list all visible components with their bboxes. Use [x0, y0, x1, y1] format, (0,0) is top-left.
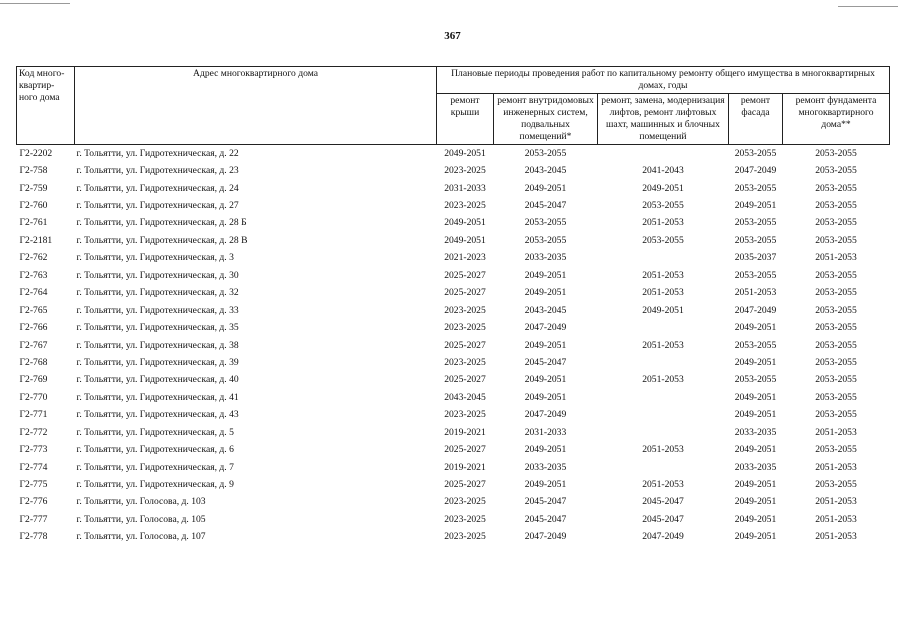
- cell-foundation: 2051-2053: [815, 496, 857, 508]
- cell-roof: 2025-2027: [444, 339, 486, 351]
- cell-address: г. Тольятти, ул. Гидротехническая, д. 5: [76, 426, 234, 438]
- cell-systems: 2053-2055: [524, 234, 567, 246]
- cell-code: Г2-765: [19, 304, 48, 316]
- cell-code: Г2-767: [19, 339, 48, 351]
- table-row: [17, 424, 890, 441]
- cell-code: Г2-758: [19, 165, 48, 177]
- cell-lifts: 2047-2049: [642, 531, 684, 543]
- cell-systems: 2049-2051: [524, 339, 567, 351]
- cell-systems: 2049-2051: [524, 182, 567, 194]
- cell-roof: 2023-2025: [444, 165, 486, 177]
- table-row: [17, 511, 890, 528]
- cell-foundation: 2053-2055: [815, 479, 857, 491]
- cell-systems: 2045-2047: [524, 496, 567, 508]
- cell-facade: 2047-2049: [734, 165, 777, 177]
- cell-address: г. Тольятти, ул. Гидротехническая, д. 22: [75, 145, 437, 163]
- cell-code: Г2-771: [19, 409, 48, 421]
- cell-facade: 2049-2051: [734, 531, 777, 543]
- cell-lifts: 2049-2051: [642, 182, 684, 194]
- page-number: 367: [444, 30, 461, 42]
- cell-foundation: 2053-2055: [783, 145, 890, 163]
- cell-address: г. Тольятти, ул. Гидротехническая, д. 3: [76, 252, 234, 264]
- cell-address: г. Тольятти, ул. Гидротехническая, д. 6: [76, 444, 234, 456]
- scan-edge-line: [838, 6, 898, 7]
- cell-code: Г2-768: [19, 356, 48, 368]
- cell-address: г. Тольятти, ул. Гидротехническая, д. 28 В: [76, 234, 248, 246]
- cell-address: г. Тольятти, ул. Голосова, д. 107: [76, 531, 206, 543]
- cell-code: Г2-2181: [19, 234, 53, 246]
- cell-foundation: 2051-2053: [815, 426, 857, 438]
- cell-facade: 2049-2051: [734, 391, 777, 403]
- header-systems: ремонт внутридомовых инженерных систем, подвальных помещений*: [494, 94, 598, 145]
- cell-code: Г2-761: [19, 217, 48, 229]
- cell-code: Г2-777: [19, 513, 48, 525]
- cell-address: г. Тольятти, ул. Гидротехническая, д. 24: [76, 182, 239, 194]
- cell-address: г. Тольятти, ул. Гидротехническая, д. 40: [76, 374, 239, 386]
- cell-code: Г2-764: [19, 287, 48, 299]
- cell-code: Г2-762: [19, 252, 48, 264]
- cell-lifts: [598, 407, 729, 424]
- header-roof: ремонт крыши: [437, 94, 494, 145]
- table-row: [17, 215, 890, 232]
- cell-facade: 2049-2051: [734, 513, 777, 525]
- cell-code: Г2-775: [19, 479, 48, 491]
- scan-edge-line: [0, 3, 70, 4]
- cell-facade: 2053-2055: [734, 234, 777, 246]
- table-row: [17, 389, 890, 406]
- cell-lifts: [598, 424, 729, 441]
- cell-code: Г2-763: [19, 269, 48, 281]
- cell-systems: 2053-2055: [524, 217, 567, 229]
- cell-foundation: 2051-2053: [815, 461, 857, 473]
- cell-facade: 2049-2051: [734, 479, 777, 491]
- cell-lifts: 2051-2053: [642, 287, 684, 299]
- cell-foundation: 2053-2055: [815, 322, 857, 334]
- cell-lifts: [598, 459, 729, 476]
- cell-lifts: 2045-2047: [642, 496, 684, 508]
- cell-address: г. Тольятти, ул. Гидротехническая, д. 43: [76, 409, 239, 421]
- cell-systems: 2031-2033: [524, 426, 567, 438]
- cell-foundation: 2051-2053: [815, 531, 857, 543]
- cell-lifts: 2053-2055: [642, 200, 684, 212]
- cell-foundation: 2053-2055: [815, 304, 857, 316]
- cell-lifts: 2051-2053: [642, 479, 684, 491]
- table-row: [17, 494, 890, 511]
- cell-foundation: 2053-2055: [815, 374, 857, 386]
- cell-address: г. Тольятти, ул. Гидротехническая, д. 7: [76, 461, 234, 473]
- cell-roof: 2043-2045: [444, 391, 486, 403]
- cell-lifts: [598, 145, 729, 163]
- cell-foundation: 2053-2055: [815, 444, 857, 456]
- header-code: Код много-квартир-ного дома: [17, 67, 75, 145]
- cell-facade: 2049-2051: [734, 200, 777, 212]
- repair-schedule-table: [16, 66, 890, 546]
- cell-foundation: 2053-2055: [815, 234, 857, 246]
- cell-systems: 2043-2045: [524, 304, 567, 316]
- cell-systems: 2047-2049: [524, 409, 567, 421]
- cell-address: г. Тольятти, ул. Гидротехническая, д. 41: [76, 391, 239, 403]
- table-row: [17, 180, 890, 197]
- cell-foundation: 2053-2055: [815, 165, 857, 177]
- table-row: [17, 337, 890, 354]
- header-periods: Плановые периоды проведения работ по капитальному ремонту общего имущества в многоквартирных домах, годы: [437, 67, 890, 94]
- cell-address: г. Тольятти, ул. Гидротехническая, д. 38: [76, 339, 239, 351]
- cell-roof: 2025-2027: [444, 444, 486, 456]
- cell-roof: 2021-2023: [444, 252, 486, 264]
- cell-lifts: 2051-2053: [642, 444, 684, 456]
- cell-roof: 2023-2025: [444, 409, 486, 421]
- cell-facade: 2033-2035: [734, 426, 777, 438]
- cell-facade: 2047-2049: [734, 304, 777, 316]
- cell-lifts: 2051-2053: [642, 269, 684, 281]
- cell-systems: 2049-2051: [524, 374, 567, 386]
- cell-systems: 2043-2045: [524, 165, 567, 177]
- table-row: [17, 162, 890, 179]
- cell-roof: 2025-2027: [444, 287, 486, 299]
- table-row: [17, 441, 890, 458]
- table-row: [17, 407, 890, 424]
- cell-facade: 2049-2051: [734, 444, 777, 456]
- cell-facade: 2033-2035: [734, 461, 777, 473]
- cell-lifts: 2051-2053: [642, 374, 684, 386]
- table-row: [17, 285, 890, 302]
- table-row: [17, 145, 890, 163]
- cell-foundation: 2051-2053: [815, 252, 857, 264]
- cell-foundation: 2053-2055: [815, 269, 857, 281]
- cell-facade: 2053-2055: [734, 217, 777, 229]
- cell-roof: 2049-2051: [444, 217, 486, 229]
- cell-foundation: 2051-2053: [815, 513, 857, 525]
- header-address: Адрес многоквартирного дома: [75, 67, 437, 145]
- cell-systems: 2045-2047: [524, 200, 567, 212]
- table-row: [17, 529, 890, 546]
- table-row: [17, 197, 890, 214]
- cell-foundation: 2053-2055: [815, 200, 857, 212]
- cell-address: г. Тольятти, ул. Гидротехническая, д. 30: [76, 269, 239, 281]
- cell-code: Г2-769: [19, 374, 48, 386]
- cell-code: Г2-776: [19, 496, 48, 508]
- cell-roof: 2025-2027: [444, 374, 486, 386]
- header-foundation: ремонт фундамента многоквартирного дома**: [783, 94, 890, 145]
- cell-address: г. Тольятти, ул. Гидротехническая, д. 28 Б: [76, 217, 247, 229]
- cell-systems: 2049-2051: [524, 391, 567, 403]
- cell-foundation: 2053-2055: [815, 287, 857, 299]
- table-row: [17, 476, 890, 493]
- cell-lifts: 2049-2051: [642, 304, 684, 316]
- cell-facade: 2049-2051: [734, 322, 777, 334]
- table-row: [17, 354, 890, 371]
- cell-address: г. Тольятти, ул. Голосова, д. 103: [76, 496, 206, 508]
- cell-facade: 2053-2055: [734, 339, 777, 351]
- cell-systems: 2049-2051: [524, 479, 567, 491]
- cell-systems: 2049-2051: [524, 269, 567, 281]
- cell-foundation: 2053-2055: [815, 409, 857, 421]
- table-row: [17, 459, 890, 476]
- cell-lifts: 2041-2043: [642, 165, 684, 177]
- cell-facade: 2053-2055: [734, 374, 777, 386]
- cell-roof: 2025-2027: [444, 479, 486, 491]
- cell-code: Г2-773: [19, 444, 48, 456]
- cell-code: Г2-774: [19, 461, 48, 473]
- table-row: [17, 250, 890, 267]
- cell-systems: 2033-2035: [524, 461, 567, 473]
- cell-foundation: 2053-2055: [815, 217, 857, 229]
- cell-facade: 2051-2053: [734, 287, 777, 299]
- cell-facade: 2049-2051: [734, 496, 777, 508]
- cell-systems: 2033-2035: [524, 252, 567, 264]
- table-row: [17, 372, 890, 389]
- cell-roof: 2049-2051: [444, 234, 486, 246]
- cell-foundation: 2053-2055: [815, 339, 857, 351]
- cell-address: г. Тольятти, ул. Гидротехническая, д. 33: [76, 304, 239, 316]
- cell-roof: 2023-2025: [444, 200, 486, 212]
- cell-roof: 2023-2025: [444, 531, 486, 543]
- cell-code: Г2-760: [19, 200, 48, 212]
- cell-code: Г2-2202: [17, 145, 75, 163]
- cell-roof: 2031-2033: [444, 182, 486, 194]
- table-body: [17, 145, 890, 547]
- cell-systems: 2047-2049: [524, 322, 567, 334]
- table-row: [17, 267, 890, 284]
- cell-systems: 2049-2051: [524, 444, 567, 456]
- cell-lifts: 2045-2047: [642, 513, 684, 525]
- cell-roof: 2023-2025: [444, 304, 486, 316]
- cell-address: г. Тольятти, ул. Гидротехническая, д. 32: [76, 287, 239, 299]
- cell-lifts: 2051-2053: [642, 217, 684, 229]
- cell-systems: 2049-2051: [524, 287, 567, 299]
- cell-facade: 2053-2055: [734, 269, 777, 281]
- cell-address: г. Тольятти, ул. Гидротехническая, д. 9: [76, 479, 234, 491]
- cell-code: Г2-772: [19, 426, 48, 438]
- cell-systems: 2053-2055: [494, 145, 598, 163]
- cell-facade: 2035-2037: [734, 252, 777, 264]
- cell-facade: 2053-2055: [734, 182, 777, 194]
- cell-roof: 2019-2021: [444, 426, 486, 438]
- cell-foundation: 2053-2055: [815, 391, 857, 403]
- table-row: [17, 319, 890, 336]
- cell-address: г. Тольятти, ул. Гидротехническая, д. 35: [76, 322, 239, 334]
- header-facade: ремонт фасада: [729, 94, 783, 145]
- cell-roof: 2023-2025: [444, 322, 486, 334]
- cell-systems: 2045-2047: [524, 356, 567, 368]
- cell-address: г. Тольятти, ул. Голосова, д. 105: [76, 513, 206, 525]
- cell-roof: 2049-2051: [437, 145, 494, 163]
- cell-facade: 2053-2055: [729, 145, 783, 163]
- cell-roof: 2023-2025: [444, 496, 486, 508]
- cell-code: Г2-759: [19, 182, 48, 194]
- cell-roof: 2023-2025: [444, 356, 486, 368]
- header-lifts: ремонт, замена, модернизация лифтов, ремонт лифтовых шахт, машинных и блочных помещений: [598, 94, 729, 145]
- cell-lifts: [598, 250, 729, 267]
- cell-roof: 2023-2025: [444, 513, 486, 525]
- table-row: [17, 302, 890, 319]
- cell-systems: 2047-2049: [524, 531, 567, 543]
- table-row: [17, 232, 890, 249]
- cell-roof: 2025-2027: [444, 269, 486, 281]
- cell-facade: 2049-2051: [734, 356, 777, 368]
- cell-foundation: 2053-2055: [815, 182, 857, 194]
- cell-code: Г2-770: [19, 391, 48, 403]
- cell-foundation: 2053-2055: [815, 356, 857, 368]
- cell-lifts: 2053-2055: [642, 234, 684, 246]
- cell-code: Г2-778: [19, 531, 48, 543]
- cell-lifts: [598, 389, 729, 406]
- cell-address: г. Тольятти, ул. Гидротехническая, д. 39: [76, 356, 239, 368]
- cell-systems: 2045-2047: [524, 513, 567, 525]
- cell-address: г. Тольятти, ул. Гидротехническая, д. 27: [76, 200, 239, 212]
- cell-lifts: [598, 319, 729, 336]
- cell-code: Г2-766: [19, 322, 48, 334]
- cell-facade: 2049-2051: [734, 409, 777, 421]
- cell-roof: 2019-2021: [444, 461, 486, 473]
- cell-lifts: [598, 354, 729, 371]
- cell-address: г. Тольятти, ул. Гидротехническая, д. 23: [76, 165, 239, 177]
- cell-lifts: 2051-2053: [642, 339, 684, 351]
